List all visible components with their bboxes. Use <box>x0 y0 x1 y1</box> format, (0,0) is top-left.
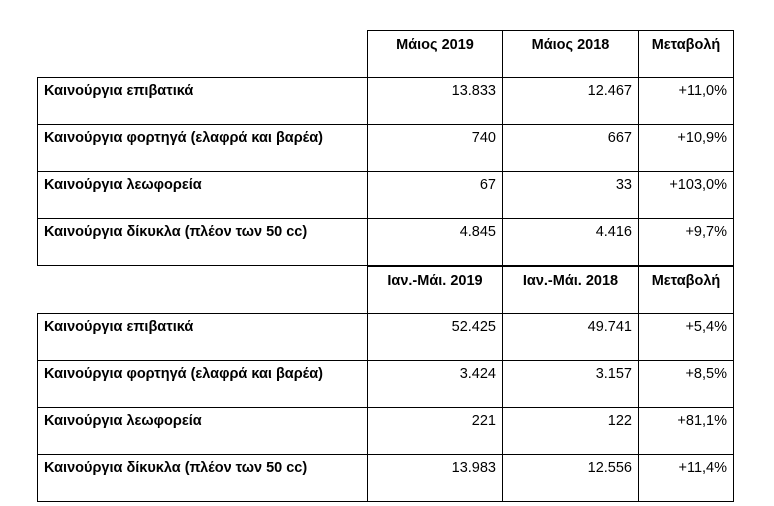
table-row <box>38 172 734 219</box>
row-label: Καινούργια επιβατικά <box>38 314 368 361</box>
previous-value-cell: 667 <box>503 125 639 172</box>
previous-value-cell: 12.467 <box>503 78 639 125</box>
current-value-cell: 740 <box>368 125 503 172</box>
column-header-current-period: Ιαν.-Μάι. 2019 <box>368 267 503 314</box>
table-row <box>38 361 734 408</box>
table-row <box>38 314 734 361</box>
previous-value-cell: 33 <box>503 172 639 219</box>
column-header-current-period: Μάιος 2019 <box>368 31 503 78</box>
ytd-registrations-table <box>37 266 734 502</box>
row-label: Καινούργια φορτηγά (ελαφρά και βαρέα) <box>38 361 368 408</box>
table-row <box>38 125 734 172</box>
empty-corner-cell <box>38 267 368 314</box>
row-label: Καινούργια δίκυκλα (πλέον των 50 cc) <box>38 219 368 266</box>
previous-value-cell: 3.157 <box>503 361 639 408</box>
change-cell: +11,0% <box>639 78 734 125</box>
change-cell: +81,1% <box>639 408 734 455</box>
column-header-change: Μεταβολή <box>639 267 734 314</box>
change-cell: +8,5% <box>639 361 734 408</box>
row-label: Καινούργια λεωφορεία <box>38 408 368 455</box>
table-header-row <box>38 31 734 78</box>
column-header-previous-period: Μάιος 2018 <box>503 31 639 78</box>
table-row <box>38 219 734 266</box>
previous-value-cell: 49.741 <box>503 314 639 361</box>
current-value-cell: 13.983 <box>368 455 503 502</box>
row-label: Καινούργια φορτηγά (ελαφρά και βαρέα) <box>38 125 368 172</box>
column-header-previous-period: Ιαν.-Μάι. 2018 <box>503 267 639 314</box>
row-label: Καινούργια δίκυκλα (πλέον των 50 cc) <box>38 455 368 502</box>
current-value-cell: 52.425 <box>368 314 503 361</box>
table-header-row <box>38 267 734 314</box>
empty-corner-cell <box>38 31 368 78</box>
table-row <box>38 78 734 125</box>
row-label: Καινούργια επιβατικά <box>38 78 368 125</box>
change-cell: +10,9% <box>639 125 734 172</box>
change-cell: +11,4% <box>639 455 734 502</box>
column-header-change: Μεταβολή <box>639 31 734 78</box>
table-row <box>38 455 734 502</box>
current-value-cell: 13.833 <box>368 78 503 125</box>
previous-value-cell: 122 <box>503 408 639 455</box>
monthly-registrations-table <box>37 30 734 266</box>
current-value-cell: 67 <box>368 172 503 219</box>
previous-value-cell: 12.556 <box>503 455 639 502</box>
change-cell: +103,0% <box>639 172 734 219</box>
current-value-cell: 221 <box>368 408 503 455</box>
change-cell: +9,7% <box>639 219 734 266</box>
row-label: Καινούργια λεωφορεία <box>38 172 368 219</box>
table-row <box>38 408 734 455</box>
previous-value-cell: 4.416 <box>503 219 639 266</box>
current-value-cell: 3.424 <box>368 361 503 408</box>
current-value-cell: 4.845 <box>368 219 503 266</box>
change-cell: +5,4% <box>639 314 734 361</box>
